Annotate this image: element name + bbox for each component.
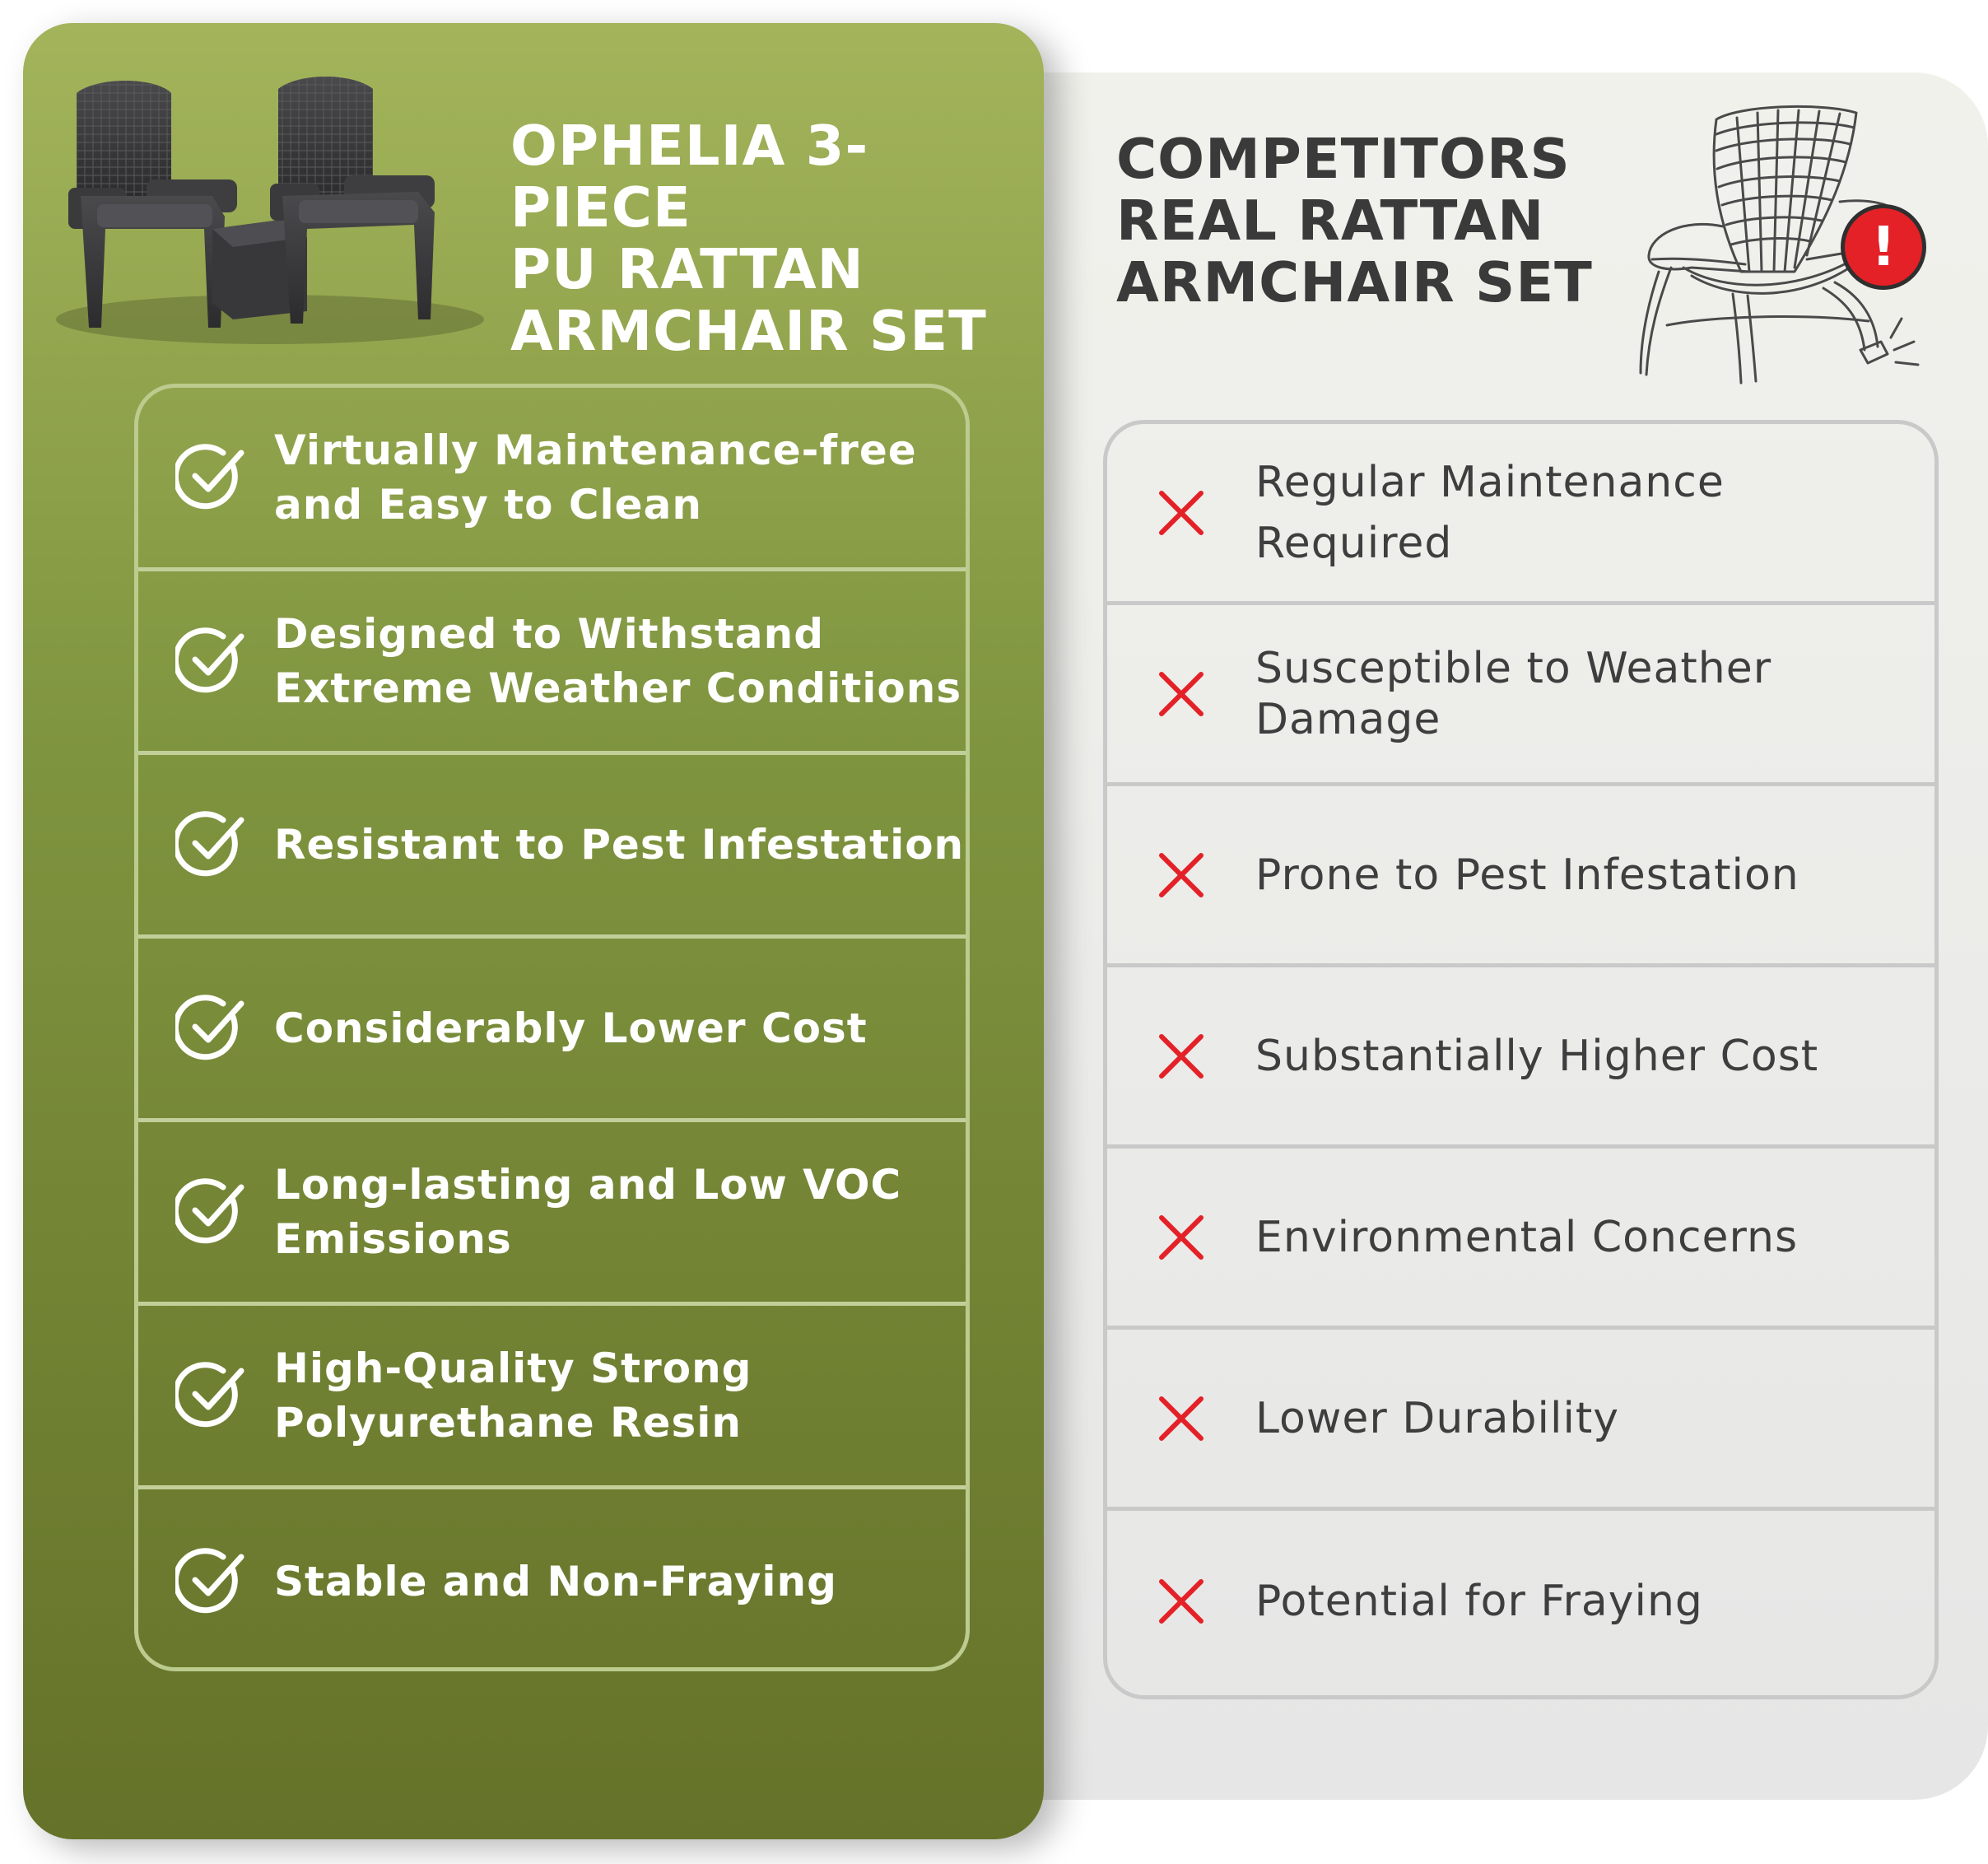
check-circle-icon xyxy=(175,1176,248,1248)
ophelia-title-line: PU RATTAN xyxy=(510,237,864,301)
cons-item-text: Lower Durability xyxy=(1255,1393,1620,1443)
x-mark-icon xyxy=(1157,1032,1206,1081)
list-item xyxy=(1107,1330,1934,1511)
pros-item-text: Virtually Maintenance-free and Easy to Clean xyxy=(274,426,917,529)
pros-item-text: High-Quality Strong Polyurethane Resin xyxy=(274,1344,752,1447)
product-photo-armchair-set xyxy=(48,72,509,356)
check-circle-icon xyxy=(175,625,248,697)
cons-item-text: Susceptible to Weather Damage xyxy=(1255,643,1772,744)
x-mark-icon xyxy=(1157,1213,1206,1262)
competitor-title-line: COMPETITORS xyxy=(1116,127,1571,191)
ophelia-title xyxy=(510,115,1044,362)
list-item xyxy=(138,1306,966,1489)
list-item xyxy=(138,755,966,939)
check-circle-icon xyxy=(175,992,248,1065)
list-item xyxy=(138,1122,966,1306)
x-mark-icon xyxy=(1157,669,1206,719)
ophelia-panel xyxy=(23,23,1044,1839)
pros-item-text: Long-lasting and Low VOC Emissions xyxy=(274,1161,902,1263)
competitor-title-line: REAL RATTAN xyxy=(1116,189,1545,253)
list-item xyxy=(138,1489,966,1671)
cons-list xyxy=(1103,420,1939,1699)
list-item xyxy=(138,571,966,755)
cons-item-text: Prone to Pest Infestation xyxy=(1255,850,1799,900)
cons-item-text: Substantially Higher Cost xyxy=(1255,1031,1819,1081)
x-mark-icon xyxy=(1157,488,1206,538)
check-circle-icon xyxy=(175,1545,248,1618)
list-item xyxy=(138,939,966,1122)
x-mark-icon xyxy=(1157,1394,1206,1443)
list-item xyxy=(1107,1511,1934,1692)
check-circle-icon xyxy=(175,1359,248,1432)
cons-item-text: Potential for Fraying xyxy=(1255,1577,1703,1626)
pros-list xyxy=(134,384,970,1671)
ophelia-title-line: OPHELIA 3-PIECE xyxy=(510,114,869,240)
check-circle-icon xyxy=(175,441,248,514)
check-circle-icon xyxy=(175,809,248,881)
pros-item-text: Resistant to Pest Infestation xyxy=(274,821,965,869)
cons-item-text: Environmental Concerns xyxy=(1255,1212,1799,1262)
pros-item-text: Designed to Withstand Extreme Weather Conditions xyxy=(274,610,962,712)
ophelia-title-line: ARMCHAIR SET xyxy=(510,299,987,363)
list-item xyxy=(1107,605,1934,786)
list-item xyxy=(1107,1149,1934,1330)
competitor-title-line: ARMCHAIR SET xyxy=(1116,250,1593,315)
x-mark-icon xyxy=(1157,1577,1206,1626)
list-item xyxy=(1107,967,1934,1149)
list-item xyxy=(138,388,966,571)
list-item xyxy=(1107,424,1934,605)
cons-item-text: Regular Maintenance Required xyxy=(1255,457,1725,568)
competitor-title xyxy=(1116,128,1593,314)
x-mark-icon xyxy=(1157,850,1206,900)
list-item xyxy=(1107,786,1934,967)
pros-item-text: Stable and Non-Fraying xyxy=(274,1557,837,1605)
pros-item-text: Considerably Lower Cost xyxy=(274,1004,868,1052)
alert-icon: ! xyxy=(1841,204,1926,290)
